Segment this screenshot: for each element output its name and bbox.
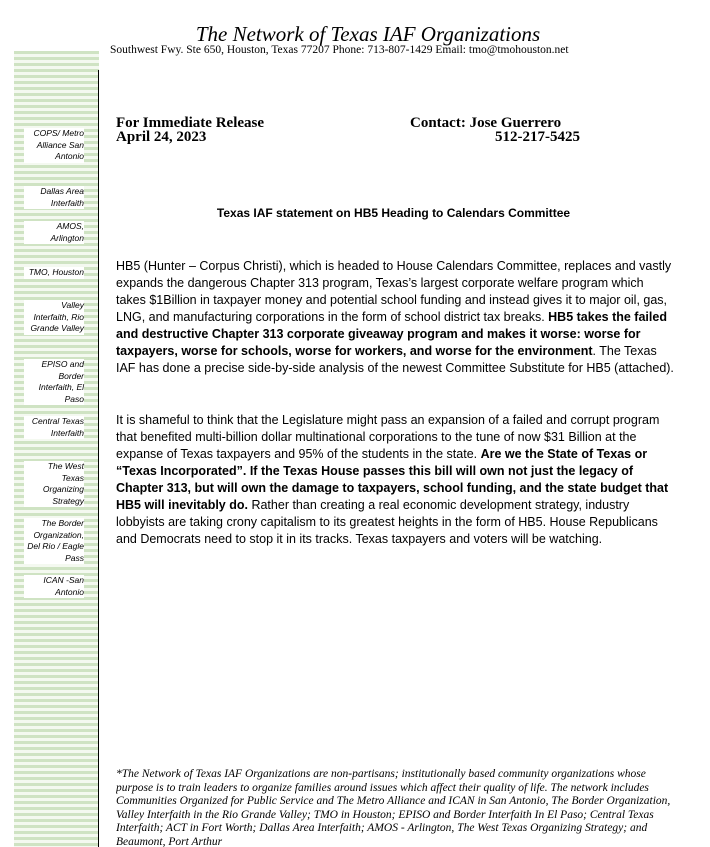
contact-phone: 512-217-5425 [495, 129, 580, 145]
letterhead-title: The Network of Texas IAF Organizations [195, 22, 541, 46]
sidebar-org: Central Texas Interfaith [24, 416, 84, 439]
contact-block [410, 116, 580, 144]
sidebar-divider [98, 70, 99, 847]
sidebar-org: Dallas Area Interfaith [24, 186, 84, 209]
sidebar-org: TMO, Houston [24, 267, 84, 279]
footnote: *The Network of Texas IAF Organizations are non-partisans; institutionally based community organizations whose purpose is to train leaders to organize families around issues which affect their quality of life. The network includes Communities Organized for Public Service and The Metro Alliance and ICAN in San Antonio, The Border Organization, Valley Interfaith in the Rio Grande Valley; TMO in Houston; EPISO and Border Interfaith In El Paso; Central Texas Interfaith; ACT in Fort Worth; Dallas Area Interfaith; AMOS - Arlington, The West Texas Organizing Strategy; and Beaumont, Port Arthur [116, 768, 671, 847]
contact-label: Contact: Jose Guerrero [410, 115, 562, 131]
paragraph-bold-text: Are we the State of Texas or “Texas Incorporated”. If the Texas House passes this bill will own not just the legacy of Chapter 313, but will own the damage to taxpayers, school funding, and the state budget that HB5 will inevitably do. [116, 447, 669, 512]
sidebar-org: COPS/ Metro Alliance San Antonio [24, 128, 84, 163]
paragraph-text: It is shameful to think that the Legislature might pass an expansion of a failed and corrupt program that benefited multi-billion dollar multinational corporations to the tune of now $31 Billion at the expanse of Texas taxpayers and 95% of the students in the state. [116, 413, 660, 461]
sidebar-org: EPISO and Border Interfaith, El Paso [24, 359, 84, 405]
paragraph-text: HB5 (Hunter – Corpus Christi), which is headed to House Calendars Committee, replaces and vastly expands the dangerous Chapter 313 program, Texas’s largest corporate welfare program which takes $1Billion in taxpayer money and potential school funding and instead gives it to major oil, gas, LNG, and manufacturing corporations in the form of school district tax breaks. [116, 259, 672, 324]
headline: Texas IAF statement on HB5 Heading to Calendars Committee [216, 206, 571, 220]
paragraph-text: . The Texas IAF has done a precise side-by-side analysis of the newest Committee Substitute for HB5 (attached). [116, 344, 674, 375]
body-paragraph-1 [116, 258, 676, 377]
sidebar-stripes [14, 51, 99, 847]
release-date: April 24, 2023 [116, 129, 207, 145]
sidebar-org: ICAN -San Antonio [24, 575, 84, 598]
letterhead-address: Southwest Fwy. Ste 650, Houston, Texas 77207 Phone: 713-807-1429 Email: tmo@tmohouston.net [110, 44, 569, 56]
sidebar-org: The West Texas Organizing Strategy [24, 461, 84, 507]
release-label: For Immediate Release [116, 115, 265, 131]
sidebar-org: Valley Interfaith, Rio Grande Valley [24, 300, 84, 335]
body-paragraph-2 [116, 412, 676, 548]
sidebar-org: AMOS, Arlington [24, 221, 84, 244]
release-block [116, 116, 264, 144]
sidebar-org: The Border Organization, Del Rio / Eagle Pass [24, 518, 84, 564]
paragraph-text: Rather than creating a real economic development strategy, industry lobbyists are taking crony capitalism to its greatest heights in the form of HB5. House Republicans and Democrats need to stop it in its tracks. Texas taxpayers and voters will be watching. [116, 498, 658, 546]
paragraph-bold-text: HB5 takes the failed and destructive Chapter 313 corporate giveaway program and makes it worse: worse for taxpayers, worse for schools, worse for workers, and worse for the environment [116, 310, 667, 358]
